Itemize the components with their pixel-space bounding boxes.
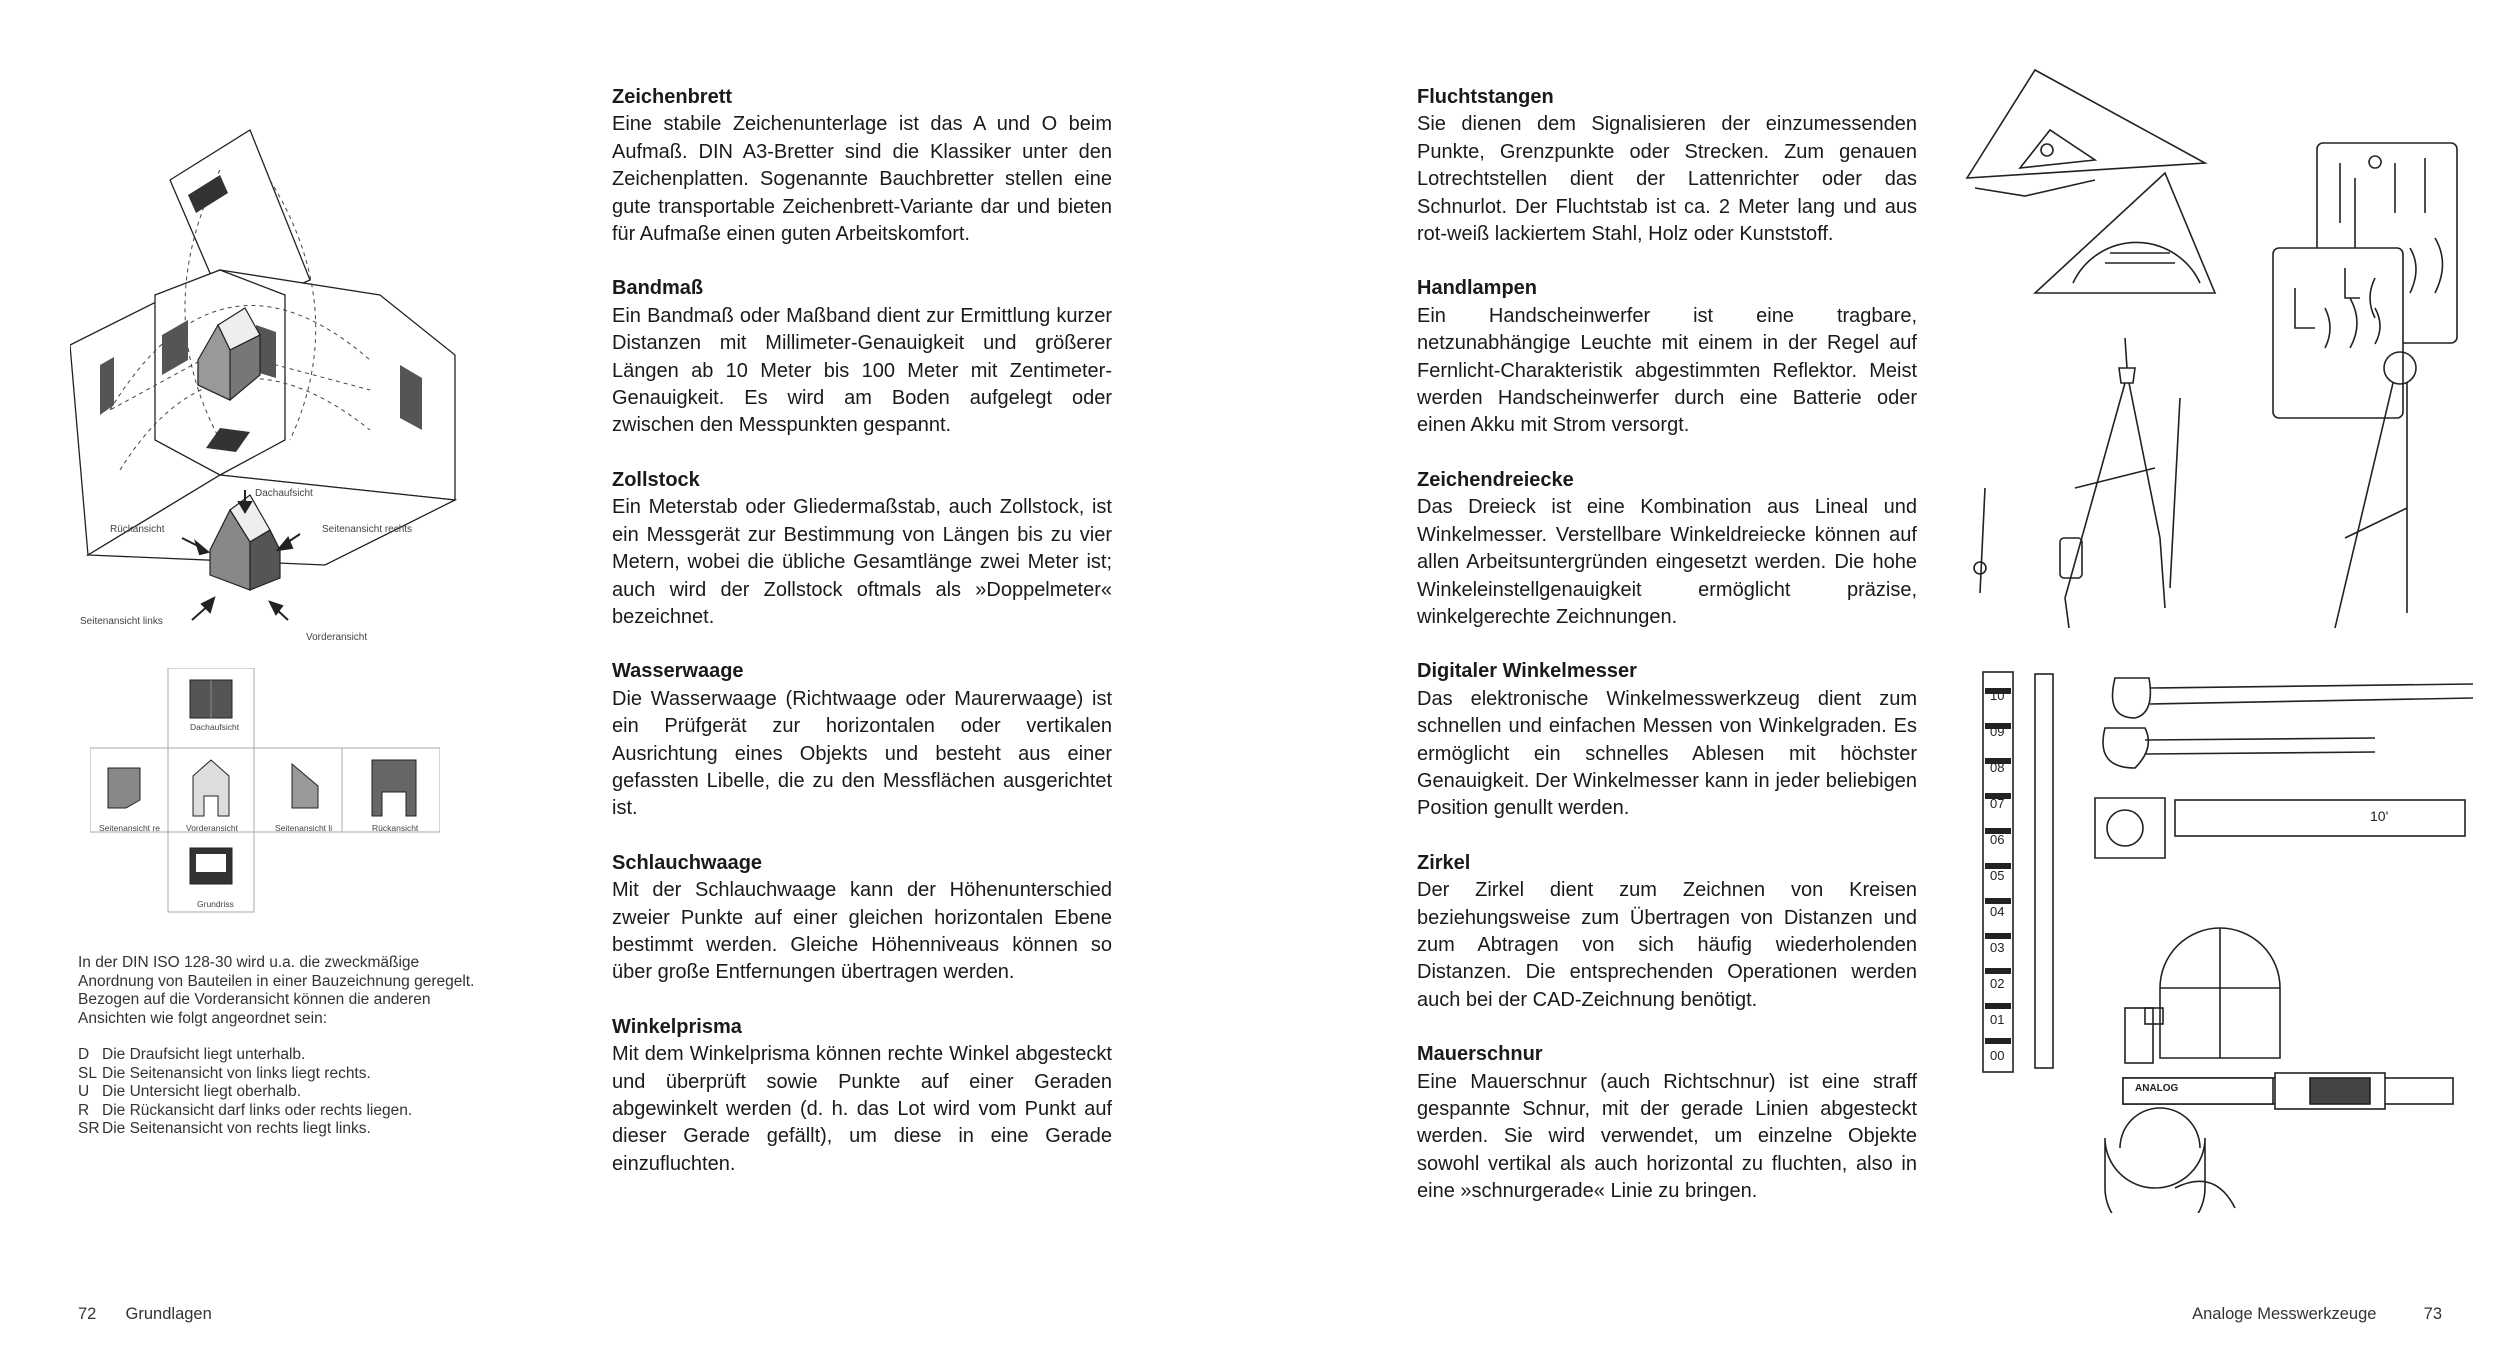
caption-item: R Die Rückansicht darf links oder rechts liegen. <box>78 1101 413 1119</box>
flat-label-vorderansicht: Vorderansicht <box>186 823 238 833</box>
entry-zeichenbrett: Zeichenbrett Eine stabile Zeichenunterlage ist das A und O beim Aufmaß. DIN A3-Bretter sind die Klassiker unter den Zeichenplatten. Sogenannte Bauchbretter stellen eine gute transportable Zeichenbrett-Variante dar und bieten für Aufmaße einen guten Arbeitskomfort. <box>612 86 1112 246</box>
entry-zirkel: Zirkel Der Zirkel dient zum Zeichnen von Kreisen beziehungsweise zum Übertragen von Distanzen und zum Abtragen von sich häufig wiederholenden Distanzen. Die entsprechenden Operationen werden auch bei der CAD-Zeichnung benötigt. <box>1417 851 1917 1011</box>
flat-label-seitenansicht-re: Seitenansicht re <box>99 823 160 833</box>
entry-zeichendreiecke: Zeichendreiecke Das Dreieck ist eine Kombination aus Lineal und Winkelmesser. Verstellbare Winkeldreiecke können auf allen Arbeitsuntergründen eingesetzt werden. Die hohe Winkeleinstellgenauigkeit ermöglicht präzise, winkelgerechte Zeichnungen. <box>1417 468 1917 628</box>
din-caption <box>78 954 478 1139</box>
footer-right <box>2192 1305 2442 1324</box>
entry-mauerschnur: Mauerschnur Eine Mauerschnur (auch Richtschnur) ist eine straff gespannte Schnur, mit der gerade Linien abgesteckt werden. Sie wird verwendet, um einzelne Objekte sowohl vertikal als auch horizontal zu fluchten, also in eine »schnurgerade« Linie zu bringen. <box>1417 1043 1917 1203</box>
section-title-left: Grundlagen <box>125 1305 212 1323</box>
entry-zollstock: Zollstock Ein Meterstab oder Gliedermaßstab, auch Zollstock, ist ein Messgerät zur Bestimmung von Längen bis zu vier Metern, wobei die übliche Gesamtlänge zwei Meter ist; auch wird der Zollstock oftmals als »Doppelmeter« bezeichnet. <box>612 468 1112 628</box>
entry-handlampen: Handlampen Ein Handscheinwerfer ist eine tragbare, netzunabhängige Leuchte mit einem in der Regel auf Fernlicht-Charakteristik abgestimmten Reflektor. Meist werden Handscheinwerfer durch eine Batterie oder einen Akku mit Strom versorgt. <box>1417 277 1917 437</box>
entry-schlauchwaage: Schlauchwaage Mit der Schlauchwaage kann der Höhenunterschied zweier Punkte auf einer gleichen horizontalen Ebene bestimmt werden. Gleiche Höhenniveaus können so über große Entfernungen übertragen werden. <box>612 851 1112 984</box>
entry-fluchtstangen: Fluchtstangen Sie dienen dem Signalisieren der einzumessenden Punkte, Grenzpunkte oder Strecken. Zum genauen Lotrechtstellen dient der Lattenrichter oder das Schnurlot. Der Fluchtstab ist ca. 2 Meter lang und aus rot-weiß lackiertem Stahl, Holz oder Kunststoff. <box>1417 86 1917 246</box>
caption-item: SR Die Seitenansicht von rechts liegt links. <box>78 1120 371 1137</box>
left-text-column <box>612 84 1112 1205</box>
label-vorderansicht: Vorderansicht <box>306 632 368 643</box>
tape-reading: 10' <box>2370 808 2389 824</box>
page-number-right: 73 <box>2423 1305 2442 1323</box>
label-seitenansicht-rechts: Seitenansicht rechts <box>322 524 413 535</box>
entry-winkelprisma: Winkelprisma Mit dem Winkelprisma können rechte Winkel abgesteckt und überprüft sowie Punkte auf einer Geraden abgewinkelt werden (d. h. das Lot wird vom Punkt auf dieser Gerade gefällt), um diese in eine Gerade einzufluchten. <box>612 1015 1112 1175</box>
caption-list <box>78 1046 478 1139</box>
drawing-tools-illustration <box>1955 68 2475 628</box>
entry-bandmass: Bandmaß Ein Bandmaß oder Maßband dient zur Ermittlung kurzer Distanzen mit Millimeter-Genauigkeit und größerer Längen ab 10 Meter bis 100 Meter mit Zentimeter-Genauigkeit. Es wird am Boden aufgelegt oder zwischen den Messpunkten gespannt. <box>612 277 1112 437</box>
flat-label-rueckansicht: Rückansicht <box>372 823 419 833</box>
caption-item: U Die Untersicht liegt oberhalb. <box>78 1083 302 1100</box>
right-text-column <box>1417 84 1917 1233</box>
label-seitenansicht-links: Seitenansicht links <box>80 616 163 627</box>
projection-diagram <box>70 110 470 650</box>
view-arrangement-cross <box>90 668 440 916</box>
caption-intro: In der DIN ISO 128-30 wird u.a. die zweckmäßige Anordnung von Bauteilen in einer Bauzeichnung geregelt. Bezogen auf die Vorderansicht können die anderen Ansichten wie folgt angeordnet sein: <box>78 954 475 1027</box>
label-rueckansicht: Rückansicht <box>110 524 165 535</box>
entry-wasserwaage: Wasserwaage Die Wasserwaage (Richtwaage oder Maurerwaage) ist ein Prüfgerät zur horizontalen oder vertikalen Ausrichtung eines Objekts und besteht aus einer gefassten Libelle, die zu den Messflächen ausgerichtet ist. <box>612 660 1112 820</box>
small-tape-brand: ANALOG <box>2135 1083 2179 1094</box>
footer-left <box>78 1305 212 1324</box>
flat-label-seitenansicht-li: Seitenansicht li <box>275 823 333 833</box>
flat-label-grundriss: Grundriss <box>197 899 234 909</box>
caption-item: SL Die Seitenansicht von links liegt rechts. <box>78 1064 371 1082</box>
flat-label-dachaufsicht: Dachaufsicht <box>190 722 240 732</box>
section-title-right: Analoge Messwerkzeuge <box>2192 1305 2377 1323</box>
page-number-left: 72 <box>78 1305 97 1323</box>
caption-item: D Die Draufsicht liegt unterhalb. <box>78 1046 306 1063</box>
label-dachaufsicht: Dachaufsicht <box>255 488 313 499</box>
entry-digitaler-winkelmesser: Digitaler Winkelmesser Das elektronische Winkelmesswerkzeug dient zum schnellen und einfachen Messen von Winkelgraden. Es ermöglicht ein schnelles Ablesen mit höchster Genauigkeit. Der Winkelmesser kann in jeder beliebigen Position genullt werden. <box>1417 660 1917 820</box>
folding-rule-digits: 10 09 08 07 06 05 04 03 02 01 00 <box>1990 688 2005 1063</box>
measuring-tools-illustration <box>1975 668 2475 1213</box>
